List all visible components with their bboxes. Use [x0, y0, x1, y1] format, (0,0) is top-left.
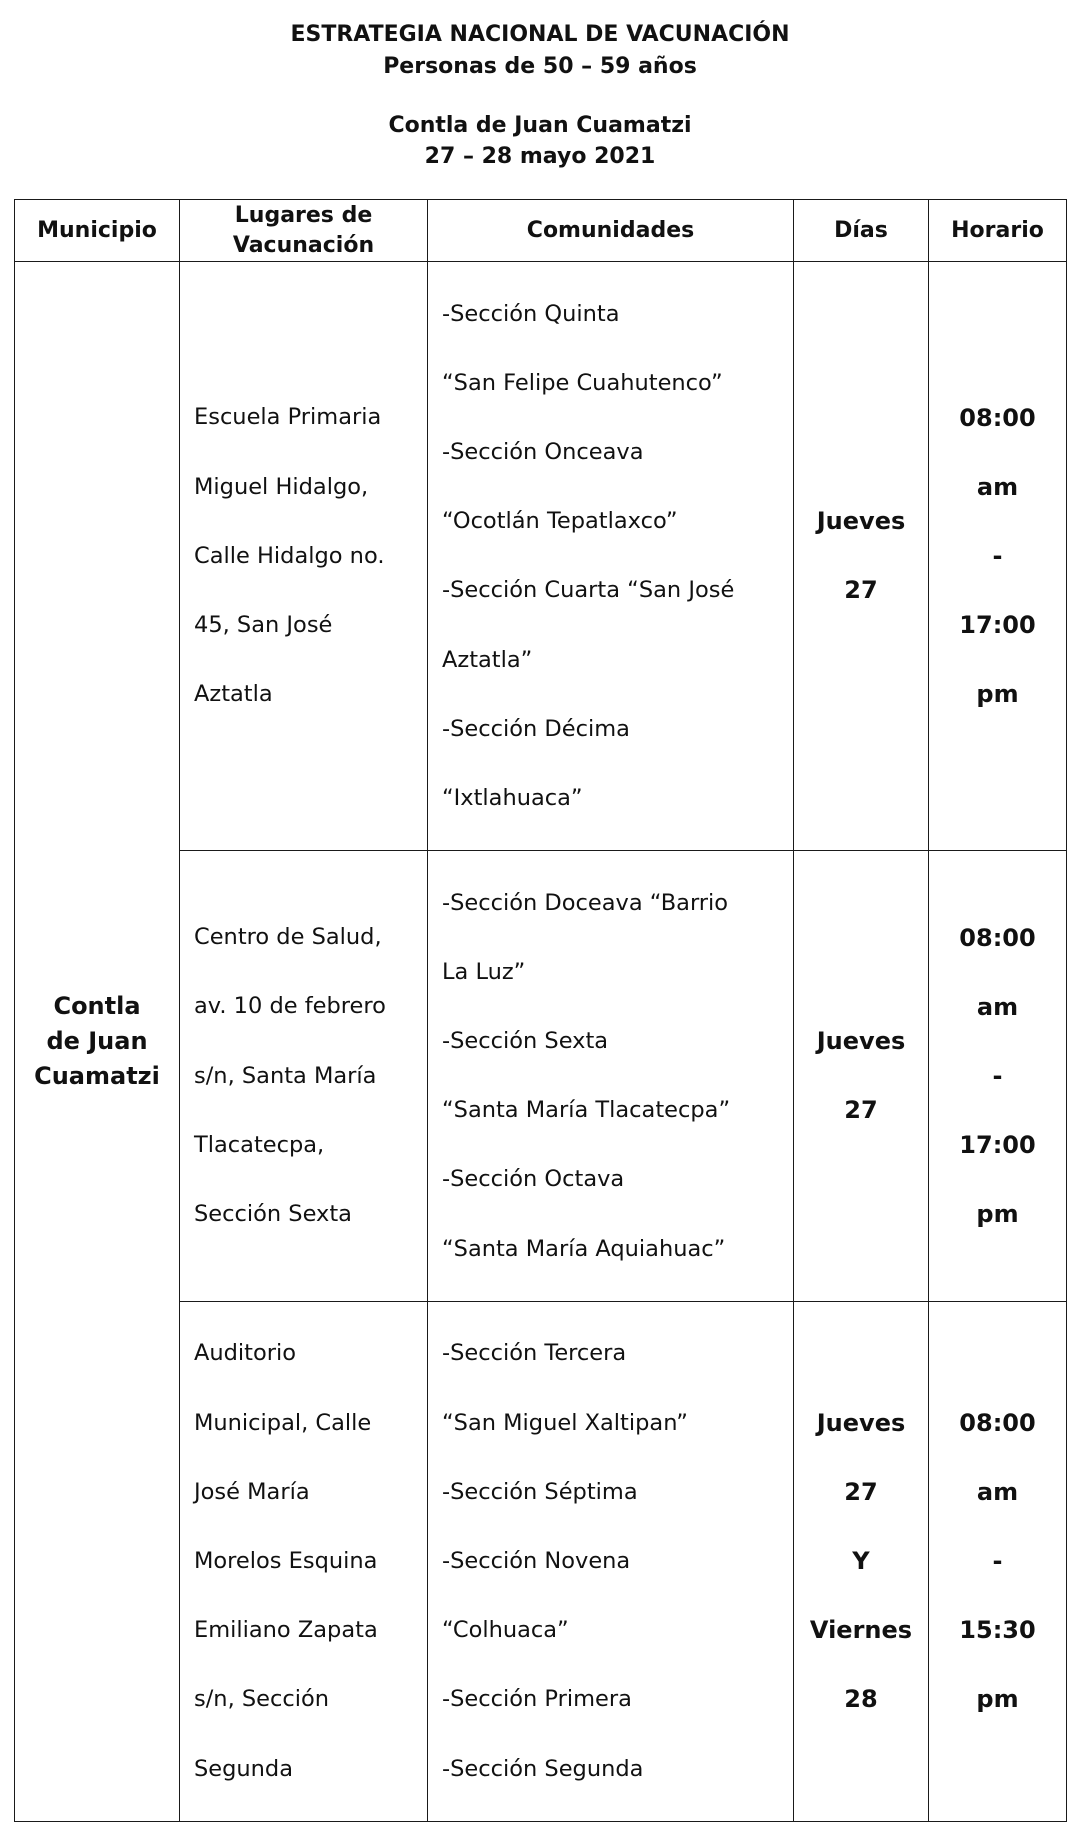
lugar-line: Aztatla — [194, 681, 273, 708]
dias-line: Jueves — [816, 1409, 906, 1438]
comunidad-line: -Sección Octava — [442, 1166, 625, 1193]
lugar-line: Sección Sexta — [194, 1201, 352, 1228]
comunidades-cell — [428, 1301, 794, 1821]
lugar-line: Escuela Primaria — [194, 404, 382, 431]
comunidad-line: “Colhuaca” — [442, 1617, 569, 1644]
comunidad-line: -Sección Cuarta “San José — [442, 577, 735, 604]
horario-line: - — [992, 541, 1003, 570]
horario-line: - — [992, 1061, 1003, 1090]
horario-line: pm — [976, 1685, 1019, 1714]
lugar-line: Morelos Esquina — [194, 1547, 378, 1574]
header-lugares-line-1: Lugares de — [234, 202, 373, 228]
document-title: ESTRATEGIA NACIONAL DE VACUNACIÓN — [290, 22, 790, 47]
lugar-line: Segunda — [194, 1755, 293, 1782]
lugar-line: s/n, Santa María — [194, 1062, 377, 1089]
header-comunidades: Comunidades — [428, 200, 794, 262]
horario-line: 17:00 — [959, 610, 1036, 639]
dias-cell — [794, 1301, 929, 1821]
comunidad-line: -Sección Quinta — [442, 300, 620, 327]
dias-line: Jueves — [816, 507, 906, 536]
location-title: Contla de Juan Cuamatzi — [388, 113, 692, 138]
comunidad-line: “San Miguel Xaltipan” — [442, 1409, 688, 1436]
header-lugares — [180, 200, 428, 262]
dias-line: 28 — [844, 1685, 878, 1714]
horario-line: pm — [976, 1199, 1019, 1228]
horario-line: am — [976, 472, 1019, 501]
dias-line: Viernes — [809, 1616, 913, 1645]
lugar-line: Miguel Hidalgo, — [194, 473, 369, 500]
comunidad-line: “Ixtlahuaca” — [442, 784, 583, 811]
table-header-row — [15, 200, 1067, 262]
comunidad-line: “Ocotlán Tepatlaxco” — [442, 508, 678, 535]
horario-line: 08:00 — [959, 1409, 1036, 1438]
horario-line: 08:00 — [959, 403, 1036, 432]
comunidad-line: -Sección Primera — [442, 1686, 632, 1713]
lugar-line: Auditorio — [194, 1340, 297, 1367]
horario-line: - — [992, 1547, 1003, 1576]
lugar-line: Centro de Salud, — [194, 924, 382, 951]
municipio-line: de Juan — [46, 1026, 148, 1055]
comunidad-line: “San Felipe Cuahutenco” — [442, 369, 723, 396]
municipio-line: Contla — [53, 991, 141, 1020]
comunidad-line: -Sección Novena — [442, 1547, 631, 1574]
comunidad-line: Aztatla” — [442, 646, 533, 673]
date-range: 27 – 28 mayo 2021 — [424, 144, 656, 169]
dias-line: Jueves — [816, 1027, 906, 1056]
horario-line: 08:00 — [959, 923, 1036, 952]
municipio-cell — [15, 262, 180, 1822]
horario-line: pm — [976, 679, 1019, 708]
lugar-line: Municipal, Calle — [194, 1409, 372, 1436]
dias-line: 27 — [844, 1478, 878, 1507]
lugar-line: José María — [194, 1478, 310, 1505]
dias-cell — [794, 851, 929, 1302]
header-horario: Horario — [929, 200, 1067, 262]
horario-cell — [929, 262, 1067, 851]
lugar-line: Calle Hidalgo no. — [194, 542, 385, 569]
vaccination-schedule-table — [14, 199, 1067, 1822]
lugar-line: av. 10 de febrero — [194, 993, 386, 1020]
comunidades-cell — [428, 851, 794, 1302]
comunidad-line: “Santa María Tlacatecpa” — [442, 1097, 731, 1124]
horario-cell — [929, 851, 1067, 1302]
horario-line: am — [976, 1478, 1019, 1507]
comunidad-line: -Sección Sexta — [442, 1028, 609, 1055]
comunidad-line: “Santa María Aquiahuac” — [442, 1235, 726, 1262]
comunidad-line: -Sección Décima — [442, 715, 630, 742]
header-dias: Días — [794, 200, 929, 262]
horario-line: am — [976, 992, 1019, 1021]
lugar-line: s/n, Sección — [194, 1686, 330, 1713]
lugar-line: Tlacatecpa, — [194, 1131, 325, 1158]
lugar-line: 45, San José — [194, 611, 333, 638]
lugar-cell — [180, 1301, 428, 1821]
dias-line: Y — [852, 1547, 870, 1576]
lugar-cell — [180, 851, 428, 1302]
comunidad-line: La Luz” — [442, 958, 526, 985]
comunidad-line: -Sección Onceava — [442, 438, 644, 465]
comunidad-line: -Sección Séptima — [442, 1478, 638, 1505]
municipio-line: Cuamatzi — [34, 1061, 160, 1090]
table-row — [15, 262, 1067, 851]
horario-line: 15:30 — [959, 1616, 1036, 1645]
lugar-line: Emiliano Zapata — [194, 1617, 378, 1644]
header-lugares-line-2: Vacunación — [232, 232, 375, 258]
comunidad-line: -Sección Segunda — [442, 1755, 644, 1782]
dias-cell — [794, 262, 929, 851]
horario-cell — [929, 1301, 1067, 1821]
dias-line: 27 — [844, 576, 878, 605]
comunidad-line: -Sección Tercera — [442, 1340, 627, 1367]
comunidades-cell — [428, 262, 794, 851]
comunidad-line: -Sección Doceava “Barrio — [442, 889, 729, 916]
horario-line: 17:00 — [959, 1130, 1036, 1159]
document-subtitle: Personas de 50 – 59 años — [383, 54, 697, 79]
header-municipio: Municipio — [15, 200, 180, 262]
lugar-cell — [180, 262, 428, 851]
dias-line: 27 — [844, 1096, 878, 1125]
